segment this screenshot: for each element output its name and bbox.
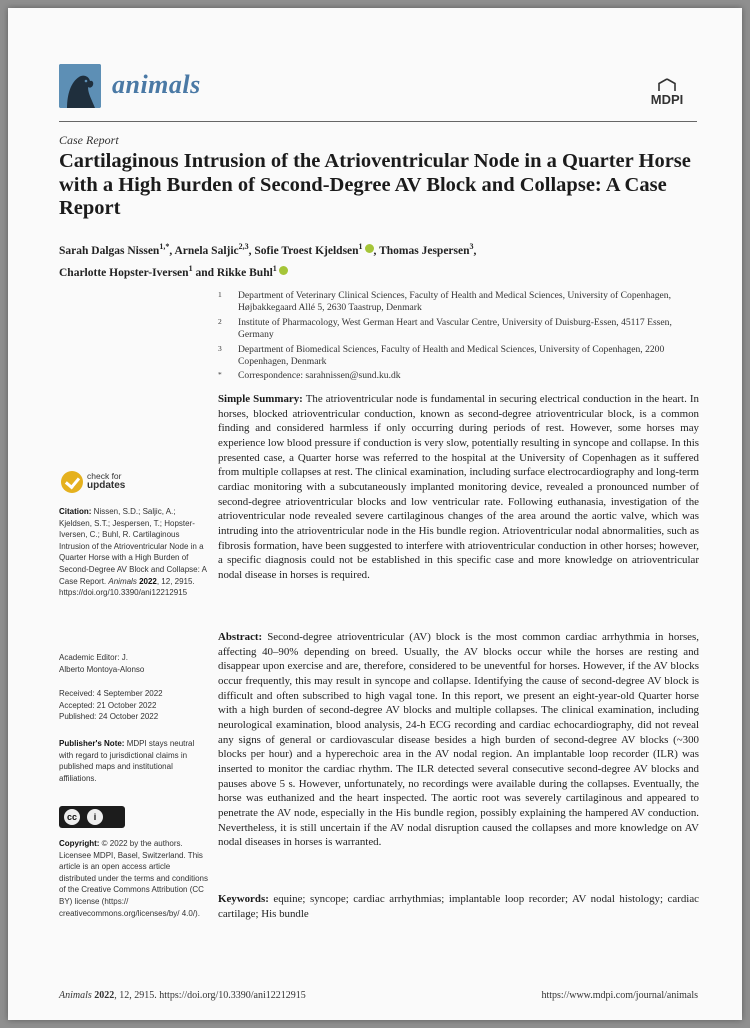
paper-page xyxy=(8,8,742,1020)
check-for-updates-badge[interactable] xyxy=(59,471,179,501)
footer-citation: Animals 2022, 12, 2915. https://doi.org/10.3390/ani12212915 xyxy=(59,990,306,1001)
cc-by-license-icon[interactable] xyxy=(59,806,125,828)
article-type: Case Report xyxy=(59,133,119,147)
header-rule xyxy=(59,121,697,122)
simple-summary-text: The atrioventricular node is fundamental in securing electrical conduction in the heart. In horses, blocked atrioventricular conduction, known as second-degree atrioventricular block, is a common finding and considered harmless if only occurring during periods of rest. However, some horses may experience low blood pressure if conduction is very slow, potentially resulting in syncope and collapse. In this presented case, a Quarter horse was referred to the hospital at the University of Copenhagen as it suffered from multiple collapses at rest. The clinical examination, including surface electrocardiography and long-term cardiac monitoring with a subcutaneously implanted monitoring device, revealed a pronounced number of second-degree atrioventricular blocks and low ventricular rate. Following euthanasia, investigation of the atrioventricular node revealed severe cartilaginous changes of the area around the aortic valve, which was intruding into the atrioventricular node in the His bundle region. Atrioventricular nodal abnormalities, such as fibrosis formation, have been suggested to interfere with atrioventricular conduction in other horses; however, a specific diagnosis could not be established in this specific case and more knowledge on atrioventricular nodal disease in horses is required. xyxy=(218,393,699,581)
author-name[interactable]: Rikke Buhl xyxy=(216,266,273,279)
author-name[interactable]: Arnela Saljic xyxy=(174,244,239,257)
author-affiliation-marker: 1 xyxy=(188,263,193,273)
received-date: Received: 4 September 2022 xyxy=(59,689,163,698)
orcid-icon[interactable] xyxy=(365,244,374,253)
affiliation-1: 1 Department of Veterinary Clinical Sciences, Faculty of Health and Medical Sciences, University of Copenhagen, Højbakkegaard Allé 5, 2630 Taastrup, Denmark xyxy=(218,290,672,314)
keywords-label: Keywords: xyxy=(218,893,269,905)
updates-label: updates xyxy=(87,480,126,491)
author-affiliation-marker: 1 xyxy=(358,242,363,251)
abstract-label: Abstract: xyxy=(218,631,263,643)
affiliation-2: 2 Institute of Pharmacology, West German Heart and Vascular Centre, University of Duisburg-Essen, 45117 Essen, Germany xyxy=(218,316,672,341)
author-separator: , xyxy=(373,244,380,257)
publishers-note: Publisher's Note: MDPI stays neutral with regard to jurisdictional claims in published maps and institutional affiliations. xyxy=(59,739,195,783)
author-separator: , xyxy=(473,244,477,257)
author-separator: , xyxy=(248,244,255,257)
author-affiliation-marker: 2,3 xyxy=(238,242,249,251)
academic-editor: Academic Editor: J. Alberto Montoya-Alonso xyxy=(59,653,145,674)
animals-journal-logo-icon xyxy=(59,64,101,108)
check-label: check for xyxy=(87,471,122,481)
cc-icon: cc xyxy=(64,809,80,825)
mdpi-logo xyxy=(638,78,696,112)
author-name[interactable]: Sarah Dalgas Nissen xyxy=(59,244,160,257)
publication-dates xyxy=(59,688,209,723)
copyright: Copyright: © 2022 by the authors. Licensee MDPI, Basel, Switzerland. This article is an open access article distributed under the terms and conditions of the Creative Commons Attribution (CC BY) license (https:// creativecommons.org/licenses/by/ 4.0/). xyxy=(59,839,208,918)
author-affiliation-marker: 1,* xyxy=(159,242,170,251)
affiliation-list xyxy=(218,290,698,385)
correspondence: * Correspondence: sarahnissen@sund.ku.dk xyxy=(218,370,401,382)
author-name[interactable]: Sofie Troest Kjeldsen xyxy=(254,244,359,257)
abstract xyxy=(218,630,699,850)
author-separator: and xyxy=(192,266,217,279)
keywords xyxy=(218,892,699,921)
check-icon xyxy=(61,471,83,493)
author-affiliation-marker: 1 xyxy=(272,263,277,273)
keywords-text: equine; syncope; cardiac arrhythmias; implantable loop recorder; AV nodal histology; cardiac cartilage; His bundle xyxy=(218,893,699,920)
accepted-date: Accepted: 21 October 2022 xyxy=(59,700,157,710)
author-affiliation-marker: 3 xyxy=(469,242,474,251)
author-separator: , xyxy=(169,244,175,257)
affiliation-3: 3 Department of Biomedical Sciences, Faculty of Health and Medical Sciences, University of Copenhagen, 2200 Copenhagen, Denmark xyxy=(218,343,665,368)
author-list xyxy=(59,238,699,282)
orcid-icon[interactable] xyxy=(279,266,288,275)
citation: Citation: Nissen, S.D.; Saljic, A.; Kjeldsen, S.T.; Jespersen, T.; Hopster-Iversen, C.; Buhl, R. Cartilaginous Intrusion of the Atrioventricular Node in a Quarter Horse with a High Burden of Second-Degree AV Block and Collapse: A Case Report. Animals 2022, 12, 2915. https://doi.org/10.3390/ani12212915 xyxy=(59,507,207,598)
simple-summary-label: Simple Summary: xyxy=(218,393,303,405)
author-name[interactable]: Thomas Jespersen xyxy=(379,244,470,257)
published-date: Published: 24 October 2022 xyxy=(59,712,159,722)
author-name[interactable]: Charlotte Hopster-Iversen xyxy=(59,266,189,279)
attribution-icon: i xyxy=(87,809,103,825)
publisher-name: MDPI xyxy=(650,92,684,107)
footer-journal-link[interactable]: https://www.mdpi.com/journal/animals xyxy=(541,990,698,1001)
simple-summary xyxy=(218,392,699,583)
article-title: Cartilaginous Intrusion of the Atrioventricular Node in a Quarter Horse with a High Burden of Second-Degree AV Block and Collapse: A Case Report xyxy=(59,150,691,219)
journal-name: animals xyxy=(112,70,201,99)
abstract-text: Second-degree atrioventricular (AV) block is the most common cardiac arrhythmia in horses, affecting 40–90% depending on breed. Usually, the AV blocks occur while the horses are resting and disappear upon exercise and are, therefore, considered to be uneventful for horses. However, if the AV blocks occur frequently, this may result in syncope and collapse. Identifying the cause of second-degree AV block is difficult and often subscribed to high vagal tone. In this report, we present an eight-year-old Quarter horse with a high burden of second-degree AV blocks and multiple collapses. The clinical examination, including neurological examination, blood analysis, 24-h ECG recording and cardiac echocardiography, did not reveal any signs of general or cardiovascular disease besides a high burden of second-degree AV blocks (~300 blocks per hour) and a hyperechoic area in the AV nodal region. An implantable loop recorder (ILR) was inserted to monitor the cardiac rhythm. The ILR detected several consecutive second-degree AV blocks and pauses above 5 s. However, unfortunately, no recordings were available during the collapses. Eventually, the horse was euthanized and the heart inspected. The aortic root was severely cartilaginous and appeared to penetrate the AV node, especially in the His bundle region, possibly explaining the hampered AV conduction. Nevertheless, it is still uncertain if the AV nodal disruption caused the collapses and more knowledge on AV nodal diseases in horses is warranted. xyxy=(218,631,699,849)
